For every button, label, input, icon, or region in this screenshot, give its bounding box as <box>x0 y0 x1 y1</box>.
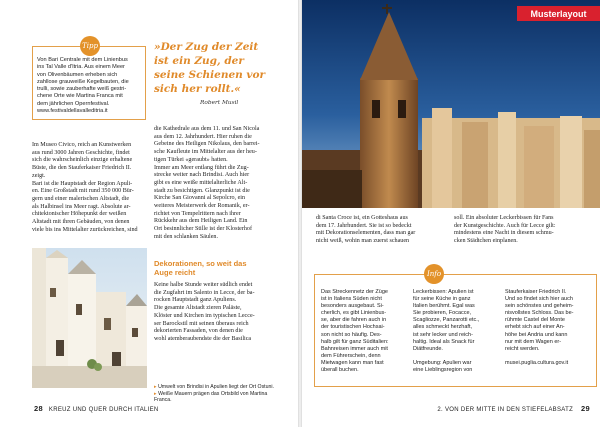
caption-1: ▸ Umwelt von Brindisi in Apulien liegt der Ort Ostuni. <box>154 384 274 390</box>
text-line: Das Streckennetz der Züge <box>321 289 388 295</box>
text-line: cherlich, es gibt Linienbus- <box>321 310 387 317</box>
text-line: dem jährlichen Opernfestival. <box>37 100 110 107</box>
tipp-box <box>32 46 146 120</box>
page-number: 28 <box>34 404 43 413</box>
page-number: 29 <box>581 404 590 413</box>
text-line: Keine halbe Stunde weiter südlich endet <box>154 282 253 288</box>
text-line: Bari ist die Hauptstadt der Region Apuli- <box>32 180 133 187</box>
text-line: Büste, die den Stauferkaiser Friedrich II. <box>32 165 132 172</box>
text-line: rocken Hauptstadt ganz Apuliens. <box>154 297 237 304</box>
info-badge-line-left <box>364 274 424 275</box>
text-line: sein schönstes und geheim- <box>505 303 574 310</box>
text-line: wohl atemberaubendste die der Basilica <box>154 335 252 342</box>
info-col3 <box>505 289 593 367</box>
text-line: zahllose grauweiße Kegelbauten, die <box>37 78 129 85</box>
caption-arrow-icon: ▸ <box>154 384 157 390</box>
caption-arrow-icon: ▸ <box>154 390 157 397</box>
tipp-badge-line-right <box>99 46 142 47</box>
text-line: ist sehr lecker und reich- <box>413 331 473 338</box>
text-line: Von Bari Centrale mit dem Linienbus <box>37 57 128 63</box>
text-line: der touristischen Hochsai- <box>321 324 385 331</box>
text-line: nicht weiß, wohin man zuerst schauen <box>316 238 410 245</box>
text-line: als Halbinsel ins Meer ragt. Absolute ar- <box>32 203 131 210</box>
info-col2 <box>413 289 497 374</box>
text-line: zeigt. <box>32 172 46 179</box>
village-photo <box>32 248 147 388</box>
text-line: mit den schlanken Säulen. <box>154 233 218 240</box>
text-line: gibt es eine weiße mittelalterliche Alt- <box>154 179 248 186</box>
text-line: alles schmeckt herzhaft, <box>413 324 472 331</box>
text-line: halb gilt für ganz Süditalien: <box>321 338 389 345</box>
text-line: Mietwagen kann man fast <box>321 359 384 366</box>
tipp-url[interactable]: www.festivaldellavalleditria.it <box>37 108 108 115</box>
text-line: Immer am Meer entlang führt die Zug- <box>154 164 249 171</box>
text-line: dem Führerschein, denn <box>321 352 381 359</box>
text-line: di Santa Croce ist, ein Gotteshaus aus <box>316 215 408 221</box>
text-line: musei.puglia.cultura.gov.it <box>505 359 569 366</box>
text-line: erhebt sich auf einer An- <box>505 324 565 331</box>
quote-open-mark: » <box>154 41 161 53</box>
caption-2: ▸ Weiße Mauern prägen das Ortsbild von Martina Franca. <box>154 390 268 404</box>
text-line: Italien berühmt. Egal was <box>413 303 475 310</box>
text-line: sich die wahrscheinlich einzige erhaltene <box>32 157 133 164</box>
text-line: Stauferkaiser Friedrich II. <box>505 289 567 295</box>
quote-author: Robert Musil <box>200 100 239 106</box>
text-line: Leckerbissen: Apulien ist <box>413 289 474 295</box>
quote-text: Der Zug der Zeit ist ein Zug, der seine Schienen vor sich her rollt. <box>154 41 266 95</box>
text-line: für seine Küche in ganz <box>413 296 471 303</box>
text-line: strecke weiter nach Brindisi. Auch hier <box>154 172 250 179</box>
text-line: Rückkehr aus dem Heiligen Land. Ein <box>154 218 248 225</box>
left-page <box>0 0 298 427</box>
tipp-badge-line-left <box>38 46 81 47</box>
city-photo <box>302 0 600 208</box>
text-line: ist in Italiens Süden nicht <box>321 296 382 303</box>
text-line: Und so findet sich hier auch <box>505 296 573 303</box>
text-line: soll. Ein absoluter Leckerbissen für Fans <box>454 215 554 221</box>
text-line: se, aber die fahren auch in <box>321 317 387 324</box>
section-heading: Dekorationen, so weit das Auge reicht <box>154 259 247 277</box>
info-box <box>314 274 597 387</box>
text-line: die Zugfahrt im Salento in Lecce, der ba- <box>154 289 255 296</box>
text-line: Die gesamte Altstadt zieren Paläste, <box>154 305 242 312</box>
text-line: aus dem 12. Jahrhundert. Hier ruhen die <box>154 133 252 140</box>
text-line: überall buchen. <box>321 367 359 374</box>
left-col1-text <box>32 142 148 234</box>
text-line: en. Eine Großstadt mit rund 350 000 Bür- <box>32 188 134 195</box>
text-line: richtet von Tempelrittern nach ihrer <box>154 210 241 217</box>
info-badge-icon: Info <box>424 264 444 284</box>
text-line: Ort besinnlicher Stille ist der Klosterhof <box>154 226 252 233</box>
text-line: Bahnreisen immer auch mit <box>321 345 388 352</box>
text-line <box>413 353 497 360</box>
quote <box>154 40 274 96</box>
text-line: ser Barockstil mit seinen überaus reich <box>154 320 249 327</box>
tipp-text <box>37 57 141 108</box>
text-line: cken Städtchen einplanen. <box>454 238 518 245</box>
text-line: Klöster und Kirchen im typischen Lecce- <box>154 312 255 319</box>
text-line: Umgebung: Apulien war <box>413 359 472 366</box>
text-line: gern und einer malerischen Altstadt, die <box>32 195 130 202</box>
text-line: trulli, sowie zauberhafte weiß gestri- <box>37 86 127 93</box>
text-line: höhe bei Andria und kann <box>505 331 568 338</box>
info-badge-line-right <box>445 274 505 275</box>
right-page <box>302 0 600 427</box>
text-line: viele bis ins Mittelalter zurückreichen, sind <box>32 226 138 233</box>
text-line: aus rund 3000 Jahren Geschichte, findet <box>32 149 130 156</box>
text-line: weiteres Meisterwerk der Romanik, er- <box>154 203 250 210</box>
left-col2b-text <box>154 282 274 344</box>
text-line: die Kathedrale aus dem 11. und San Nicola <box>154 126 260 132</box>
text-line: mindestens eine Nacht in diesem schmu- <box>454 230 554 237</box>
text-line: besonders ausgebaut. Si- <box>321 303 384 310</box>
text-line: Im Museo Civico, reich an Kunstwerken <box>32 142 132 148</box>
text-line: mit Dekorationselementen, dass man gar <box>316 230 416 237</box>
text-line: haltig. Ideal als Snack für <box>413 338 475 345</box>
text-line: rühmte Castel del Monte <box>505 317 565 324</box>
text-line: eine Lieblingsregion von <box>413 367 473 374</box>
text-line: chene Orte wie Martina Franca mit <box>37 93 123 100</box>
tipp-badge-icon: Tipp <box>80 36 100 56</box>
text-line: Kirche San Giovanni al Sepolcro, ein <box>154 195 246 202</box>
text-line: Scagliozze, Panzarotti etc., <box>413 317 480 324</box>
left-col2-text <box>154 126 274 242</box>
text-line: Sie probieren, Focacce, <box>413 310 472 317</box>
text-line: sche Kaufleute im Mittelalter aus der heu- <box>154 149 257 156</box>
musterlayout-badge: Musterlayout <box>517 6 600 21</box>
right-col1-text <box>316 215 446 246</box>
running-title: 2. VON DER MITTE IN DEN STIEFELABSATZ <box>437 407 574 413</box>
text-line: stadt zu besichtigen. Glanzpunkt ist die <box>154 187 250 194</box>
text-line: Gebeine des Heiligen Nikolaus, den barrei- <box>154 141 260 148</box>
text-line <box>505 353 593 360</box>
text-line: ins Tal Valle d'Itria. Aus einem Meer <box>37 64 125 71</box>
text-line: son nicht so häufig. Des- <box>321 331 382 338</box>
captions <box>154 384 282 404</box>
text-line: dekorierten Fassaden, von denen die <box>154 328 243 335</box>
info-col1 <box>321 289 405 374</box>
text-line: der Kunstgeschichte. Auch für Lecce gilt: <box>454 222 556 229</box>
text-line: nisvollstes Schloss. Das be- <box>505 310 574 317</box>
text-line: chitektonischer Höhepunkt der weißen <box>32 211 127 218</box>
text-line: tigen Türkei «geraubt» hatten. <box>154 156 228 163</box>
quote-close-mark: « <box>234 83 241 95</box>
right-col2-text <box>454 215 589 246</box>
text-line: von Olivenbäumen erheben sich <box>37 71 118 78</box>
text-line: reicht werden. <box>505 345 540 352</box>
text-line: nur mit dem Wagen er- <box>505 338 562 345</box>
text-line: Diätfreunde. <box>413 345 443 352</box>
text-line: Altstadt mit ihren Gebäuden, von denen <box>32 219 130 226</box>
left-footer <box>34 404 159 413</box>
right-footer <box>437 404 590 413</box>
running-title: KREUZ UND QUER DURCH ITALIEN <box>48 407 159 413</box>
text-line: dem 17. Jahrhundert. Sie ist so bedeckt <box>316 222 412 229</box>
